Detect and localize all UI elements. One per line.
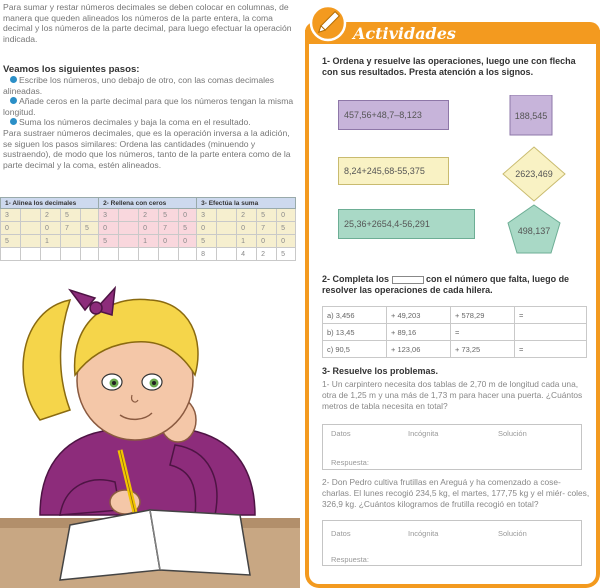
table-row [323,324,587,341]
incognita-label: Incógnita [408,429,439,438]
table-cell[interactable] [515,324,587,341]
table-cell[interactable]: = [515,307,587,324]
table-cell [21,222,41,235]
table-cell: 0 [139,222,159,235]
question-1: 1- Ordena y resuelve las operaciones, luego une con flecha con sus resultados. Presta atención a los signos. [322,56,576,77]
steps-list [3,75,297,170]
intro-paragraph: Para sumar y restar números decimales se deben colocar en columnas, de manera que queden alineados los números de la parte entera, la coma decimal y los números de la parte decimal, para luego efectuar la operación indicada. [3,2,292,44]
table-cell[interactable]: + 89,16 [387,324,451,341]
operation-box[interactable]: 457,56+48,7–8,123 [338,100,449,130]
table-cell[interactable]: + 73,25 [451,341,515,358]
table-cell: 5 [277,222,296,235]
question-3: 3- Resuelve los problemas. [322,366,439,376]
answer-box[interactable] [322,424,582,470]
table-cell [217,235,237,248]
table-cell [119,209,139,222]
respuesta-label: Respuesta: [331,458,369,467]
table-row [1,248,296,261]
activities-panel [305,0,600,588]
result-shapes [495,95,595,255]
table-cell: 5 [61,209,81,222]
pencil-icon [309,4,347,42]
completion-table [322,306,587,358]
solucion-label: Solución [498,529,527,538]
girl-studying-illustration [0,270,300,588]
table-header-align: 1- Alinea los decimales [1,198,99,209]
respuesta-label: Respuesta: [331,555,369,564]
table-cell: 1 [237,235,257,248]
bullet-icon [10,97,17,104]
step-item: Escribe los números, uno debajo de otro, con las comas decimales alineadas. [3,75,275,96]
table-cell [139,248,159,261]
table-cell: 0 [1,222,21,235]
problem-2: 2- Don Pedro cultiva frutillas en Areguá y ha comenzado a cose- charlas. El lunes recogió 234,5 kg, el martes, 177,75 kg y el miér- coles, 326,9 kg. ¿Cuántos kilogramos de frutilla recogió en total? [322,477,590,509]
table-cell: 0 [179,209,197,222]
table-cell: 1 [139,235,159,248]
table-cell: 0 [237,222,257,235]
operation-box[interactable]: 25,36+2654,4-56,291 [338,209,475,239]
blank-box-icon [392,276,424,284]
datos-label: Datos [331,429,351,438]
table-header-sum: 3- Efectúa la suma [197,198,296,209]
table-cell [119,248,139,261]
table-cell [159,248,179,261]
table-cell [21,209,41,222]
table-cell [179,248,197,261]
table-cell: 5 [81,222,99,235]
subtraction-paragraph: Para sustraer números decimales, que es la operación inversa a la adición, se siguen los pasos similares: Ordena las cantidades (minuendo y sustraendo), de modo que los números, tanto de la parte entera como de la parte decimal y la coma, estén alineados. [3,127,291,170]
datos-label: Datos [331,529,351,538]
table-cell: 0 [41,222,61,235]
incognita-label: Incógnita [408,529,439,538]
table-row [323,307,587,324]
table-cell [81,248,99,261]
table-cell: 5 [197,235,217,248]
decimal-steps-table [0,197,296,261]
table-cell [61,248,81,261]
table-cell: 3 [1,209,21,222]
table-cell [119,222,139,235]
table-cell [217,248,237,261]
table-cell: 7 [61,222,81,235]
steps-title: Veamos los siguientes pasos: [3,64,140,75]
table-cell: 2 [257,248,277,261]
table-cell [119,235,139,248]
table-row [1,222,296,235]
result-value: 2623,469 [515,169,553,179]
activities-title: Actividades [353,24,456,43]
table-cell [61,235,81,248]
table-cell: 5 [277,248,296,261]
table-cell: 0 [277,209,296,222]
step-item: Añade ceros en la parte decimal para que los números tengan la misma longitud. [3,96,294,117]
table-cell [217,222,237,235]
table-cell: 5 [179,222,197,235]
table-cell [81,209,99,222]
table-cell [81,235,99,248]
table-cell: 7 [257,222,277,235]
table-row [1,209,296,222]
table-cell: 5 [99,235,119,248]
table-cell [21,235,41,248]
operation-box[interactable]: 8,24+245,68-55,375 [338,157,449,185]
table-cell: 0 [99,222,119,235]
table-cell[interactable]: b) 13,45 [323,324,387,341]
table-row [323,341,587,358]
table-cell[interactable]: = [515,341,587,358]
table-cell: 2 [139,209,159,222]
table-cell: 0 [257,235,277,248]
table-cell: 0 [277,235,296,248]
table-cell: 4 [237,248,257,261]
table-cell: 0 [179,235,197,248]
table-cell [41,248,61,261]
table-cell[interactable]: + 49,203 [387,307,451,324]
table-cell: 5 [1,235,21,248]
table-cell [1,248,21,261]
table-cell[interactable]: = [451,324,515,341]
table-cell [21,248,41,261]
table-cell: 3 [99,209,119,222]
table-cell [217,209,237,222]
question-2: 2- Completa los con el número que falta, luego de resolver las operaciones de cada hilera. [322,274,570,295]
table-cell: 3 [197,209,217,222]
table-row [1,235,296,248]
table-cell [99,248,119,261]
answer-box[interactable] [322,520,582,566]
table-cell: 2 [237,209,257,222]
result-value: 498,137 [517,226,551,236]
table-cell: 0 [159,235,179,248]
table-cell: 5 [159,209,179,222]
problem-1: 1- Un carpintero necesita dos tablas de 2,70 m de longitud cada una, otra de 1,25 m y una más de 1,73 m para hacer una puerta. ¿Cuántos metros de tabla necesita en total? [322,379,583,411]
solucion-label: Solución [498,429,527,438]
table-cell: 1 [41,235,61,248]
table-cell[interactable]: + 123,06 [387,341,451,358]
table-cell: 0 [197,222,217,235]
step-item: Suma los números decimales y baja la coma en el resultado. [3,117,297,128]
table-cell[interactable]: + 578,29 [451,307,515,324]
table-cell: 2 [41,209,61,222]
result-value: 188,545 [514,111,548,121]
table-cell: 5 [257,209,277,222]
table-cell[interactable]: c) 90,5 [323,341,387,358]
table-header-fill: 2- Rellena con ceros [99,198,197,209]
table-cell: 7 [159,222,179,235]
bullet-icon [10,76,17,83]
bullet-icon [10,118,17,125]
table-cell: 8 [197,248,217,261]
table-cell[interactable]: a) 3,456 [323,307,387,324]
